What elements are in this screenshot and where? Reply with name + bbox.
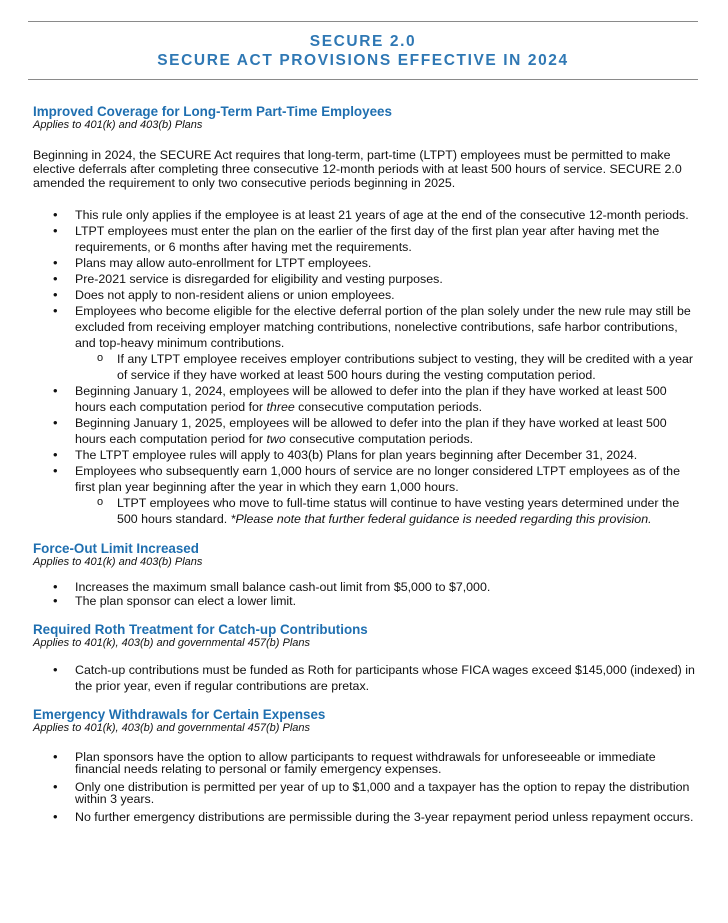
top-divider bbox=[28, 21, 698, 22]
list-item: • Beginning January 1, 2025, employees will be allowed to defer into the plan if they have worked at least 500 hours each computation period for two consecutive computation periods. bbox=[33, 415, 698, 447]
page-header bbox=[28, 32, 698, 70]
section-emergency-withdrawals bbox=[33, 707, 698, 824]
list-item-text: Employees who become eligible for the elective deferral portion of the plan solely under the new rule may still be excluded from receiving employer matching contributions, nonelective contributions, safe harbor contributions, and top-heavy minimum contributions. bbox=[75, 303, 691, 350]
list-item bbox=[33, 255, 698, 271]
list-item: • Beginning January 1, 2024, employees will be allowed to defer into the plan if they have worked at least 500 hours each computation period for three consecutive computation periods. bbox=[33, 383, 698, 415]
sub-list bbox=[75, 351, 698, 383]
header-title: SECURE 2.0 bbox=[309, 33, 417, 50]
list-item-text: The plan sponsor can elect a lower limit. bbox=[75, 594, 297, 609]
sub-list-item bbox=[75, 351, 698, 383]
list-item bbox=[33, 811, 698, 824]
list-item bbox=[33, 287, 698, 303]
section-title: Emergency Withdrawals for Certain Expenses bbox=[33, 706, 326, 722]
list-item-text: LTPT employees must enter the plan on the earlier of the first day of the first plan year after having met the requirements, or 6 months after having met the requirements. bbox=[75, 223, 660, 254]
sub-list bbox=[75, 495, 698, 527]
list-item bbox=[33, 781, 698, 806]
list-item bbox=[33, 303, 698, 383]
list-item-text: This rule only applies if the employee is at least 21 years of age at the end of the consecutive 12-month periods. bbox=[75, 207, 689, 222]
bullet-list bbox=[33, 662, 698, 694]
section-roth-catch-up bbox=[33, 622, 698, 694]
list-item-text: Plan sponsors have the option to allow participants to request withdrawals for unforeseeable or immediate financial needs relating to personal or family emergency expenses. bbox=[75, 749, 656, 777]
list-item-text: Does not apply to non-resident aliens or union employees. bbox=[75, 287, 395, 302]
section-ltpt bbox=[33, 104, 698, 527]
bullet-list bbox=[33, 581, 698, 608]
list-item bbox=[33, 223, 698, 255]
list-item-text: If any LTPT employee receives employer contributions subject to vesting, they will be credited with a year of service if they have worked at least 500 hours during the vesting computation period. bbox=[117, 351, 693, 382]
list-item-text: Plans may allow auto-enrollment for LTPT employees. bbox=[75, 255, 372, 270]
list-item-text: Pre-2021 service is disregarded for eligibility and vesting purposes. bbox=[75, 271, 443, 286]
sub-list-item: o LTPT employees who move to full-time status will continue to have vesting years determined under the 500 hours standard. *Please note that further federal guidance is needed regarding this provision. bbox=[75, 495, 698, 527]
list-item bbox=[33, 581, 698, 594]
section-applies: Applies to 401(k), 403(b) and governmental 457(b) Plans bbox=[33, 636, 310, 649]
section-title: Required Roth Treatment for Catch-up Contributions bbox=[33, 621, 368, 637]
list-item bbox=[33, 662, 698, 694]
section-applies: Applies to 401(k), 403(b) and governmental 457(b) Plans bbox=[33, 721, 310, 734]
list-item bbox=[33, 751, 698, 776]
bottom-divider bbox=[28, 79, 698, 80]
list-item-text: Only one distribution is permitted per year of up to $1,000 and a taxpayer has the option to repay the distribution within 3 years. bbox=[75, 779, 690, 807]
section-force-out bbox=[33, 541, 698, 608]
list-item bbox=[33, 271, 698, 287]
list-item-text: The LTPT employee rules will apply to 403(b) Plans for plan years beginning after December 31, 2024. bbox=[75, 447, 638, 462]
header-subtitle: SECURE ACT PROVISIONS EFFECTIVE IN 2024 bbox=[157, 52, 569, 69]
list-item bbox=[33, 447, 698, 463]
list-item-text: Increases the maximum small balance cash-out limit from $5,000 to $7,000. bbox=[75, 579, 491, 594]
list-item bbox=[33, 207, 698, 223]
section-applies: Applies to 401(k) and 403(b) Plans bbox=[33, 119, 203, 131]
list-item-text: No further emergency distributions are permissible during the 3-year repayment period unless repayment occurs. bbox=[75, 809, 694, 824]
section-title: Force-Out Limit Increased bbox=[33, 540, 199, 556]
list-item bbox=[33, 463, 698, 527]
bullet-list bbox=[33, 207, 698, 527]
list-item-text: Catch-up contributions must be funded as Roth for participants whose FICA wages exceed $145,000 (indexed) in the prior year, even if regular contributions are pretax. bbox=[75, 662, 695, 693]
section-intro: Beginning in 2024, the SECURE Act requires that long-term, part-time (LTPT) employees must be permitted to make elective deferrals after completing three consecutive 12-month periods with at least 500 hours of service. SECURE 2.0 amended the requirement to only two consecutive periods beginning in 2025. bbox=[33, 148, 682, 191]
bullet-list bbox=[33, 751, 698, 824]
section-title: Improved Coverage for Long-Term Part-Time Employees bbox=[33, 104, 392, 119]
list-item-text: Employees who subsequently earn 1,000 hours of service are no longer considered LTPT employees as of the first plan year beginning after the year in which they earn 1,000 hours. bbox=[75, 463, 680, 494]
document-body bbox=[33, 104, 698, 825]
section-applies: Applies to 401(k) and 403(b) Plans bbox=[33, 555, 203, 568]
list-item bbox=[33, 595, 698, 608]
